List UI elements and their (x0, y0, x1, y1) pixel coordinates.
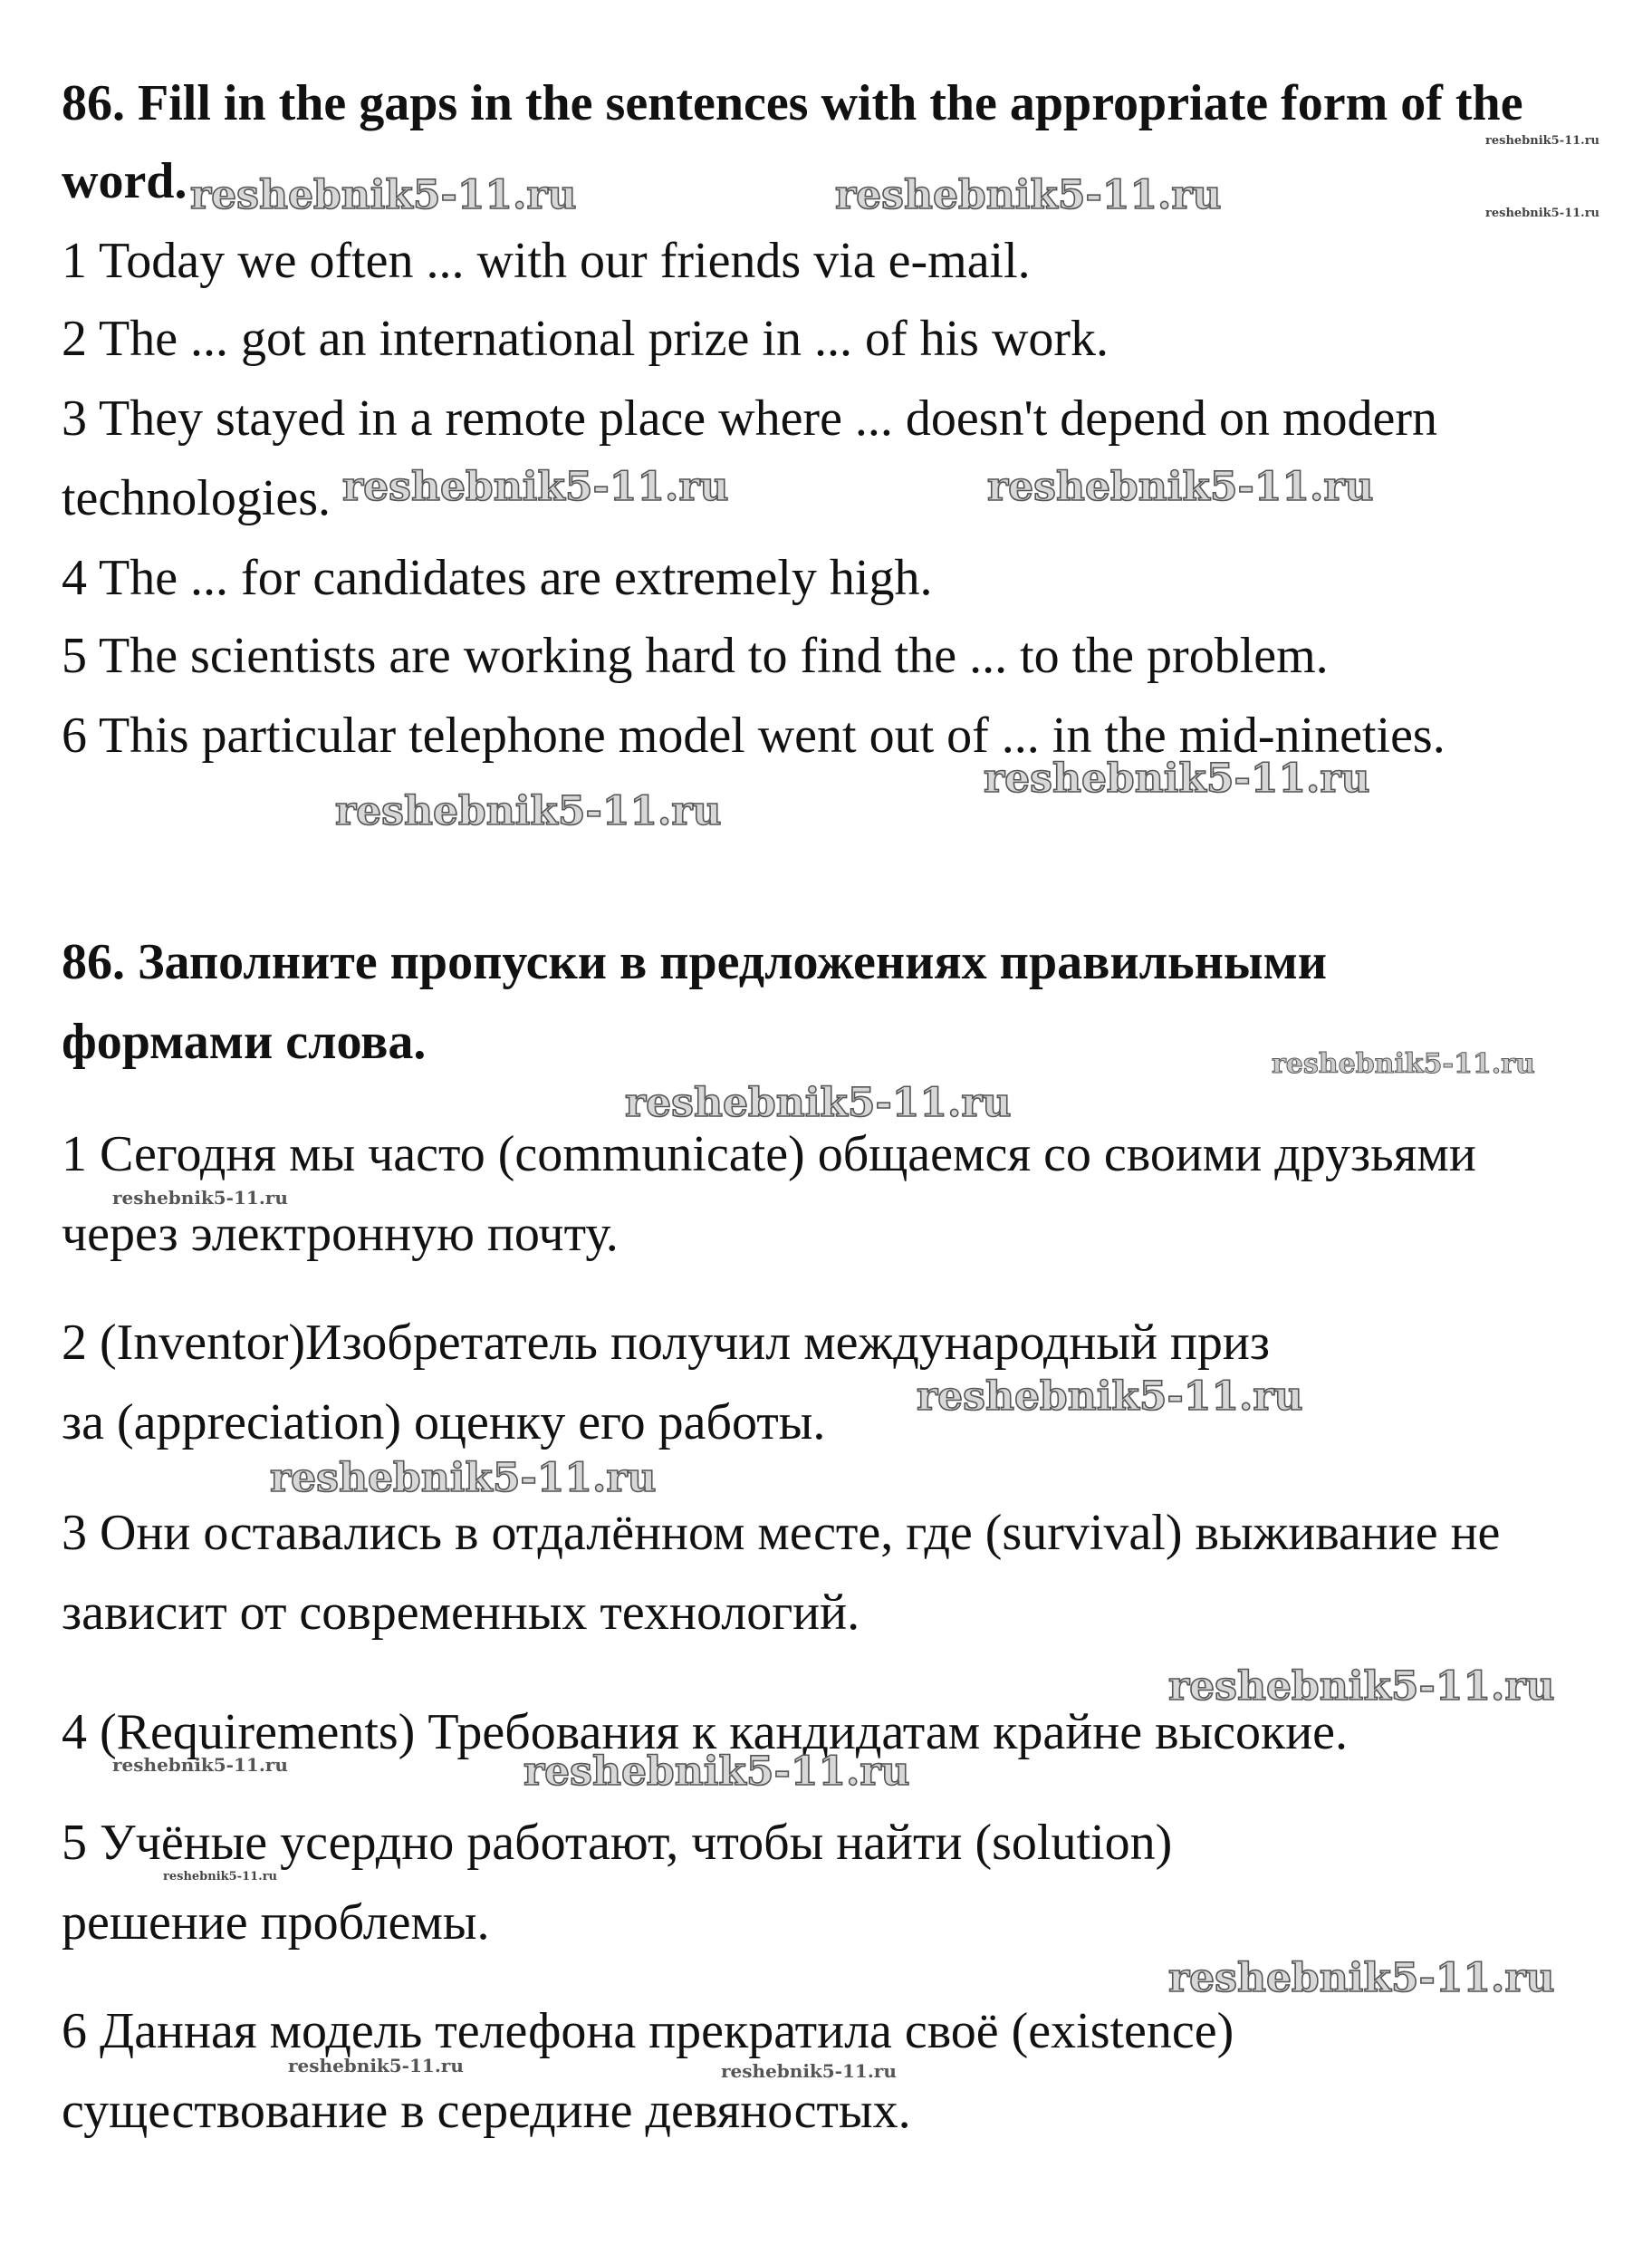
watermark: reshebnik5-11.ru (987, 464, 1374, 510)
english-sentence-3-cont: technologies. (62, 470, 331, 526)
russian-answer-1: 1 Сегодня мы часто (communicate) общаемся со своими друзьями (62, 1126, 1476, 1182)
watermark: reshebnik5-11.ru (190, 172, 577, 218)
watermark: reshebnik5-11.ru (163, 1870, 278, 1883)
watermark: reshebnik5-11.ru (625, 1080, 1012, 1126)
russian-answer-3: 3 Они оставались в отдалённом месте, где (survival) выживание не (62, 1505, 1501, 1561)
russian-answer-2: 2 (Inventor)Изобретатель получил международный приз (62, 1315, 1271, 1371)
russian-answer-1-cont: через электронную почту. (62, 1206, 619, 1262)
watermark: reshebnik5-11.ru (917, 1373, 1303, 1420)
russian-answer-5: 5 Учёные усердно работают, чтобы найти (solution) (62, 1815, 1173, 1871)
watermark: reshebnik5-11.ru (984, 756, 1370, 802)
russian-answer-2-cont: за (appreciation) оценку его работы. (62, 1394, 826, 1450)
watermark: reshebnik5-11.ru (835, 172, 1222, 218)
watermark: reshebnik5-11.ru (288, 2055, 464, 2076)
russian-answer-4: 4 (Requirements) Требования к кандидатам крайне высокие. (62, 1704, 1349, 1760)
english-sentence-1: 1 Today we often ... with our friends via e-mail. (62, 233, 1031, 289)
watermark: reshebnik5-11.ru (523, 1749, 910, 1795)
watermark: reshebnik5-11.ru (1485, 207, 1600, 220)
watermark: reshebnik5-11.ru (1168, 1663, 1555, 1710)
watermark: reshebnik5-11.ru (1272, 1048, 1535, 1080)
russian-answer-6-cont: существование в середине девяностых. (62, 2083, 911, 2139)
english-sentence-6: 6 This particular telephone model went out of ... in the mid-nineties. (62, 708, 1446, 764)
russian-heading-line1: 86. Заполните пропуски в предложениях правильными (62, 934, 1328, 990)
english-sentence-2: 2 The ... got an international prize in ... of his work. (62, 311, 1109, 367)
watermark: reshebnik5-11.ru (270, 1455, 657, 1501)
english-sentence-3: 3 They stayed in a remote place where ... doesn't depend on modern (62, 390, 1437, 447)
russian-heading-line2: формами слова. (62, 1014, 427, 1070)
russian-answer-3-cont: зависит от современных технологий. (62, 1585, 860, 1641)
russian-answer-6: 6 Данная модель телефона прекратила своё (existence) (62, 2003, 1234, 2059)
watermark: reshebnik5-11.ru (1485, 134, 1600, 148)
watermark: reshebnik5-11.ru (721, 2060, 897, 2082)
watermark: reshebnik5-11.ru (112, 1754, 288, 1776)
watermark: reshebnik5-11.ru (335, 788, 722, 834)
english-sentence-4: 4 The ... for candidates are extremely high. (62, 550, 933, 606)
english-heading-line2: word. (62, 153, 187, 209)
english-sentence-5: 5 The scientists are working hard to find the ... to the problem. (62, 628, 1329, 684)
watermark: reshebnik5-11.ru (1168, 1955, 1555, 2001)
watermark: reshebnik5-11.ru (112, 1187, 288, 1209)
russian-answer-5-cont: решение проблемы. (62, 1894, 490, 1951)
watermark: reshebnik5-11.ru (342, 464, 729, 510)
english-heading-line1: 86. Fill in the gaps in the sentences with the appropriate form of the (62, 75, 1523, 131)
